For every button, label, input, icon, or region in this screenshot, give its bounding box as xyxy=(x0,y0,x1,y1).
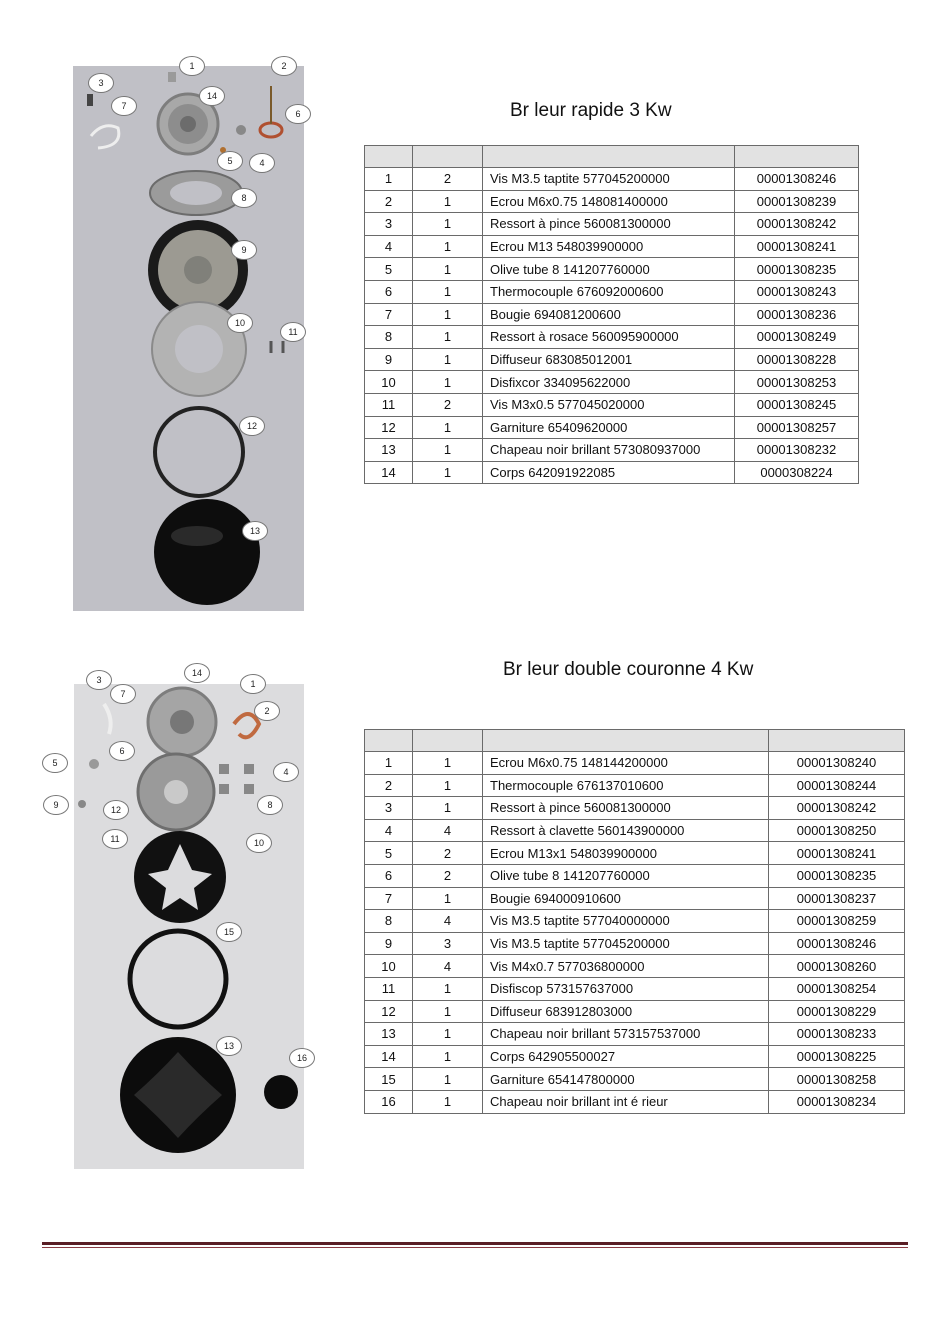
cell-description: Vis M3x0.5 577045020000 xyxy=(483,393,735,416)
cell-code: 00001308239 xyxy=(735,190,859,213)
cell-ref: 8 xyxy=(365,910,413,933)
exploded-view-photo-double-couronne xyxy=(74,684,304,1169)
cell-ref: 10 xyxy=(365,371,413,394)
cell-qty: 1 xyxy=(413,1000,483,1023)
header-cell-code xyxy=(769,730,905,752)
cell-code: 00001308236 xyxy=(735,303,859,326)
cell-ref: 16 xyxy=(365,1090,413,1113)
cell-description: Disfiscop 573157637000 xyxy=(483,977,769,1000)
table-row xyxy=(365,955,905,978)
cell-code: 00001308237 xyxy=(769,887,905,910)
callout-8: 8 xyxy=(231,188,257,208)
cell-ref: 7 xyxy=(365,887,413,910)
cell-qty: 1 xyxy=(413,190,483,213)
table-row xyxy=(365,439,859,462)
cell-qty: 4 xyxy=(413,819,483,842)
table-row xyxy=(365,1068,905,1091)
cell-ref: 12 xyxy=(365,416,413,439)
cell-qty: 2 xyxy=(413,842,483,865)
cell-code: 00001308241 xyxy=(769,842,905,865)
callout-6: 6 xyxy=(109,741,135,761)
callout-11: 11 xyxy=(102,829,128,849)
cell-description: Corps 642905500027 xyxy=(483,1045,769,1068)
cell-ref: 9 xyxy=(365,932,413,955)
cell-qty: 1 xyxy=(413,213,483,236)
cell-ref: 1 xyxy=(365,168,413,191)
cell-code: 00001308241 xyxy=(735,235,859,258)
cell-description: Vis M4x0.7 577036800000 xyxy=(483,955,769,978)
cell-qty: 2 xyxy=(413,168,483,191)
cell-description: Thermocouple 676092000600 xyxy=(483,280,735,303)
cell-description: Ecrou M6x0.75 148081400000 xyxy=(483,190,735,213)
cell-code: 00001308233 xyxy=(769,1023,905,1046)
cell-ref: 12 xyxy=(365,1000,413,1023)
cell-qty: 1 xyxy=(413,1023,483,1046)
callout-3: 3 xyxy=(86,670,112,690)
exploded-view-photo-rapide xyxy=(73,66,304,611)
cell-description: Ressort à rosace 560095900000 xyxy=(483,326,735,349)
cell-code: 00001308235 xyxy=(735,258,859,281)
table-row xyxy=(365,910,905,933)
callout-2: 2 xyxy=(271,56,297,76)
callout-16: 16 xyxy=(289,1048,315,1068)
callout-9: 9 xyxy=(43,795,69,815)
table-row xyxy=(365,235,859,258)
header-cell-code xyxy=(735,146,859,168)
cell-code: 00001308250 xyxy=(769,819,905,842)
callout-14: 14 xyxy=(184,663,210,683)
cell-code: 00001308235 xyxy=(769,864,905,887)
callout-7: 7 xyxy=(111,96,137,116)
cell-code: 00001308234 xyxy=(769,1090,905,1113)
cell-qty: 4 xyxy=(413,910,483,933)
table-row xyxy=(365,190,859,213)
cell-qty: 1 xyxy=(413,1045,483,1068)
cell-description: Garniture 654147800000 xyxy=(483,1068,769,1091)
section-title-rapide: Br leur rapide 3 Kw xyxy=(510,100,672,121)
cell-description: Chapeau noir brillant int é rieur xyxy=(483,1090,769,1113)
callout-15: 15 xyxy=(216,922,242,942)
callout-13: 13 xyxy=(242,521,268,541)
table-row xyxy=(365,168,859,191)
footer-rule-thin xyxy=(42,1247,908,1248)
callout-10: 10 xyxy=(246,833,272,853)
cell-code: 00001308229 xyxy=(769,1000,905,1023)
cell-qty: 1 xyxy=(413,887,483,910)
cell-description: Ecrou M13 548039900000 xyxy=(483,235,735,258)
cell-ref: 9 xyxy=(365,348,413,371)
cell-description: Diffuseur 683912803000 xyxy=(483,1000,769,1023)
callout-1: 1 xyxy=(240,674,266,694)
cell-qty: 1 xyxy=(413,774,483,797)
cell-description: Ressort à pince 560081300000 xyxy=(483,213,735,236)
cell-code: 00001308242 xyxy=(769,797,905,820)
cell-code: 00001308246 xyxy=(769,932,905,955)
cell-code: 00001308244 xyxy=(769,774,905,797)
header-cell-ref xyxy=(365,146,413,168)
callout-5: 5 xyxy=(42,753,68,773)
table-row xyxy=(365,842,905,865)
cell-code: 00001308232 xyxy=(735,439,859,462)
cell-ref: 3 xyxy=(365,797,413,820)
cell-description: Ecrou M6x0.75 148144200000 xyxy=(483,752,769,775)
cell-code: 00001308258 xyxy=(769,1068,905,1091)
table-row xyxy=(365,416,859,439)
cell-qty: 1 xyxy=(413,348,483,371)
callout-1: 1 xyxy=(179,56,205,76)
cell-qty: 1 xyxy=(413,1068,483,1091)
cell-description: Garniture 65409620000 xyxy=(483,416,735,439)
table-row xyxy=(365,752,905,775)
header-cell-desc xyxy=(483,146,735,168)
cell-ref: 6 xyxy=(365,864,413,887)
cell-ref: 13 xyxy=(365,1023,413,1046)
cell-qty: 1 xyxy=(413,439,483,462)
cell-description: Diffuseur 683085012001 xyxy=(483,348,735,371)
table-row xyxy=(365,393,859,416)
cell-description: Ecrou M13x1 548039900000 xyxy=(483,842,769,865)
cell-code: 00001308240 xyxy=(769,752,905,775)
cell-qty: 1 xyxy=(413,752,483,775)
cell-ref: 13 xyxy=(365,439,413,462)
callout-12: 12 xyxy=(103,800,129,820)
callout-14: 14 xyxy=(199,86,225,106)
table-row xyxy=(365,977,905,1000)
cell-description: Chapeau noir brillant 573157537000 xyxy=(483,1023,769,1046)
table-row xyxy=(365,932,905,955)
cell-ref: 7 xyxy=(365,303,413,326)
cell-ref: 14 xyxy=(365,1045,413,1068)
cell-qty: 1 xyxy=(413,326,483,349)
cell-description: Ressort à pince 560081300000 xyxy=(483,797,769,820)
callout-12: 12 xyxy=(239,416,265,436)
cell-ref: 5 xyxy=(365,842,413,865)
table-row xyxy=(365,819,905,842)
header-cell-desc xyxy=(483,730,769,752)
cell-code: 00001308257 xyxy=(735,416,859,439)
table-row xyxy=(365,461,859,484)
cell-ref: 1 xyxy=(365,752,413,775)
cell-qty: 1 xyxy=(413,371,483,394)
header-cell-qty xyxy=(413,146,483,168)
cell-ref: 4 xyxy=(365,235,413,258)
footer-rule xyxy=(42,1242,908,1245)
cell-qty: 3 xyxy=(413,932,483,955)
cell-ref: 2 xyxy=(365,774,413,797)
cell-ref: 11 xyxy=(365,977,413,1000)
table-row xyxy=(365,371,859,394)
table-header-row xyxy=(365,730,905,752)
parts-table-double-couronne xyxy=(364,729,905,1114)
cell-code: 00001308225 xyxy=(769,1045,905,1068)
table-row xyxy=(365,1090,905,1113)
cell-qty: 1 xyxy=(413,416,483,439)
cell-code: 00001308246 xyxy=(735,168,859,191)
cell-qty: 1 xyxy=(413,303,483,326)
cell-ref: 4 xyxy=(365,819,413,842)
callout-3: 3 xyxy=(88,73,114,93)
cell-code: 00001308245 xyxy=(735,393,859,416)
cell-qty: 1 xyxy=(413,461,483,484)
cell-description: Bougie 694081200600 xyxy=(483,303,735,326)
cell-ref: 3 xyxy=(365,213,413,236)
parts-table-rapide xyxy=(364,145,859,484)
table-row xyxy=(365,1023,905,1046)
cell-description: Vis M3.5 taptite 577045200000 xyxy=(483,932,769,955)
callout-2: 2 xyxy=(254,701,280,721)
cell-ref: 2 xyxy=(365,190,413,213)
cell-qty: 4 xyxy=(413,955,483,978)
table-row xyxy=(365,303,859,326)
cell-code: 00001308254 xyxy=(769,977,905,1000)
cell-code: 0000308224 xyxy=(735,461,859,484)
cell-description: Olive tube 8 141207760000 xyxy=(483,864,769,887)
table-row xyxy=(365,864,905,887)
cell-description: Olive tube 8 141207760000 xyxy=(483,258,735,281)
cell-code: 00001308243 xyxy=(735,280,859,303)
cell-description: Corps 642091922085 xyxy=(483,461,735,484)
cell-description: Disfixcor 334095622000 xyxy=(483,371,735,394)
callout-13: 13 xyxy=(216,1036,242,1056)
callout-5: 5 xyxy=(217,151,243,171)
table-row xyxy=(365,348,859,371)
header-cell-ref xyxy=(365,730,413,752)
callout-8: 8 xyxy=(257,795,283,815)
callout-11: 11 xyxy=(280,322,306,342)
cell-code: 00001308242 xyxy=(735,213,859,236)
table-row xyxy=(365,326,859,349)
cell-code: 00001308228 xyxy=(735,348,859,371)
cell-code: 00001308253 xyxy=(735,371,859,394)
header-cell-qty xyxy=(413,730,483,752)
callout-7: 7 xyxy=(110,684,136,704)
callout-4: 4 xyxy=(273,762,299,782)
cell-qty: 1 xyxy=(413,258,483,281)
cell-ref: 6 xyxy=(365,280,413,303)
cell-description: Bougie 694000910600 xyxy=(483,887,769,910)
cell-ref: 15 xyxy=(365,1068,413,1091)
cell-qty: 1 xyxy=(413,235,483,258)
burner-parts-illustration xyxy=(73,66,304,611)
cell-qty: 1 xyxy=(413,280,483,303)
table-row xyxy=(365,1045,905,1068)
cell-ref: 8 xyxy=(365,326,413,349)
table-row xyxy=(365,887,905,910)
table-row xyxy=(365,213,859,236)
cell-code: 00001308260 xyxy=(769,955,905,978)
cell-description: Vis M3.5 taptite 577045200000 xyxy=(483,168,735,191)
cell-code: 00001308259 xyxy=(769,910,905,933)
callout-4: 4 xyxy=(249,153,275,173)
burner-parts-illustration-2 xyxy=(74,684,304,1169)
table-row xyxy=(365,774,905,797)
callout-6: 6 xyxy=(285,104,311,124)
table-row xyxy=(365,280,859,303)
cell-ref: 14 xyxy=(365,461,413,484)
cell-qty: 2 xyxy=(413,393,483,416)
table-row xyxy=(365,797,905,820)
table-row xyxy=(365,1000,905,1023)
cell-description: Ressort à clavette 560143900000 xyxy=(483,819,769,842)
cell-qty: 2 xyxy=(413,864,483,887)
cell-qty: 1 xyxy=(413,1090,483,1113)
section-title-double-couronne: Br leur double couronne 4 Kw xyxy=(503,659,754,680)
cell-qty: 1 xyxy=(413,977,483,1000)
cell-ref: 5 xyxy=(365,258,413,281)
cell-qty: 1 xyxy=(413,797,483,820)
table-header-row xyxy=(365,146,859,168)
cell-ref: 11 xyxy=(365,393,413,416)
cell-ref: 10 xyxy=(365,955,413,978)
cell-description: Vis M3.5 taptite 577040000000 xyxy=(483,910,769,933)
callout-9: 9 xyxy=(231,240,257,260)
cell-description: Thermocouple 676137010600 xyxy=(483,774,769,797)
table-row xyxy=(365,258,859,281)
cell-description: Chapeau noir brillant 573080937000 xyxy=(483,439,735,462)
cell-code: 00001308249 xyxy=(735,326,859,349)
callout-10: 10 xyxy=(227,313,253,333)
